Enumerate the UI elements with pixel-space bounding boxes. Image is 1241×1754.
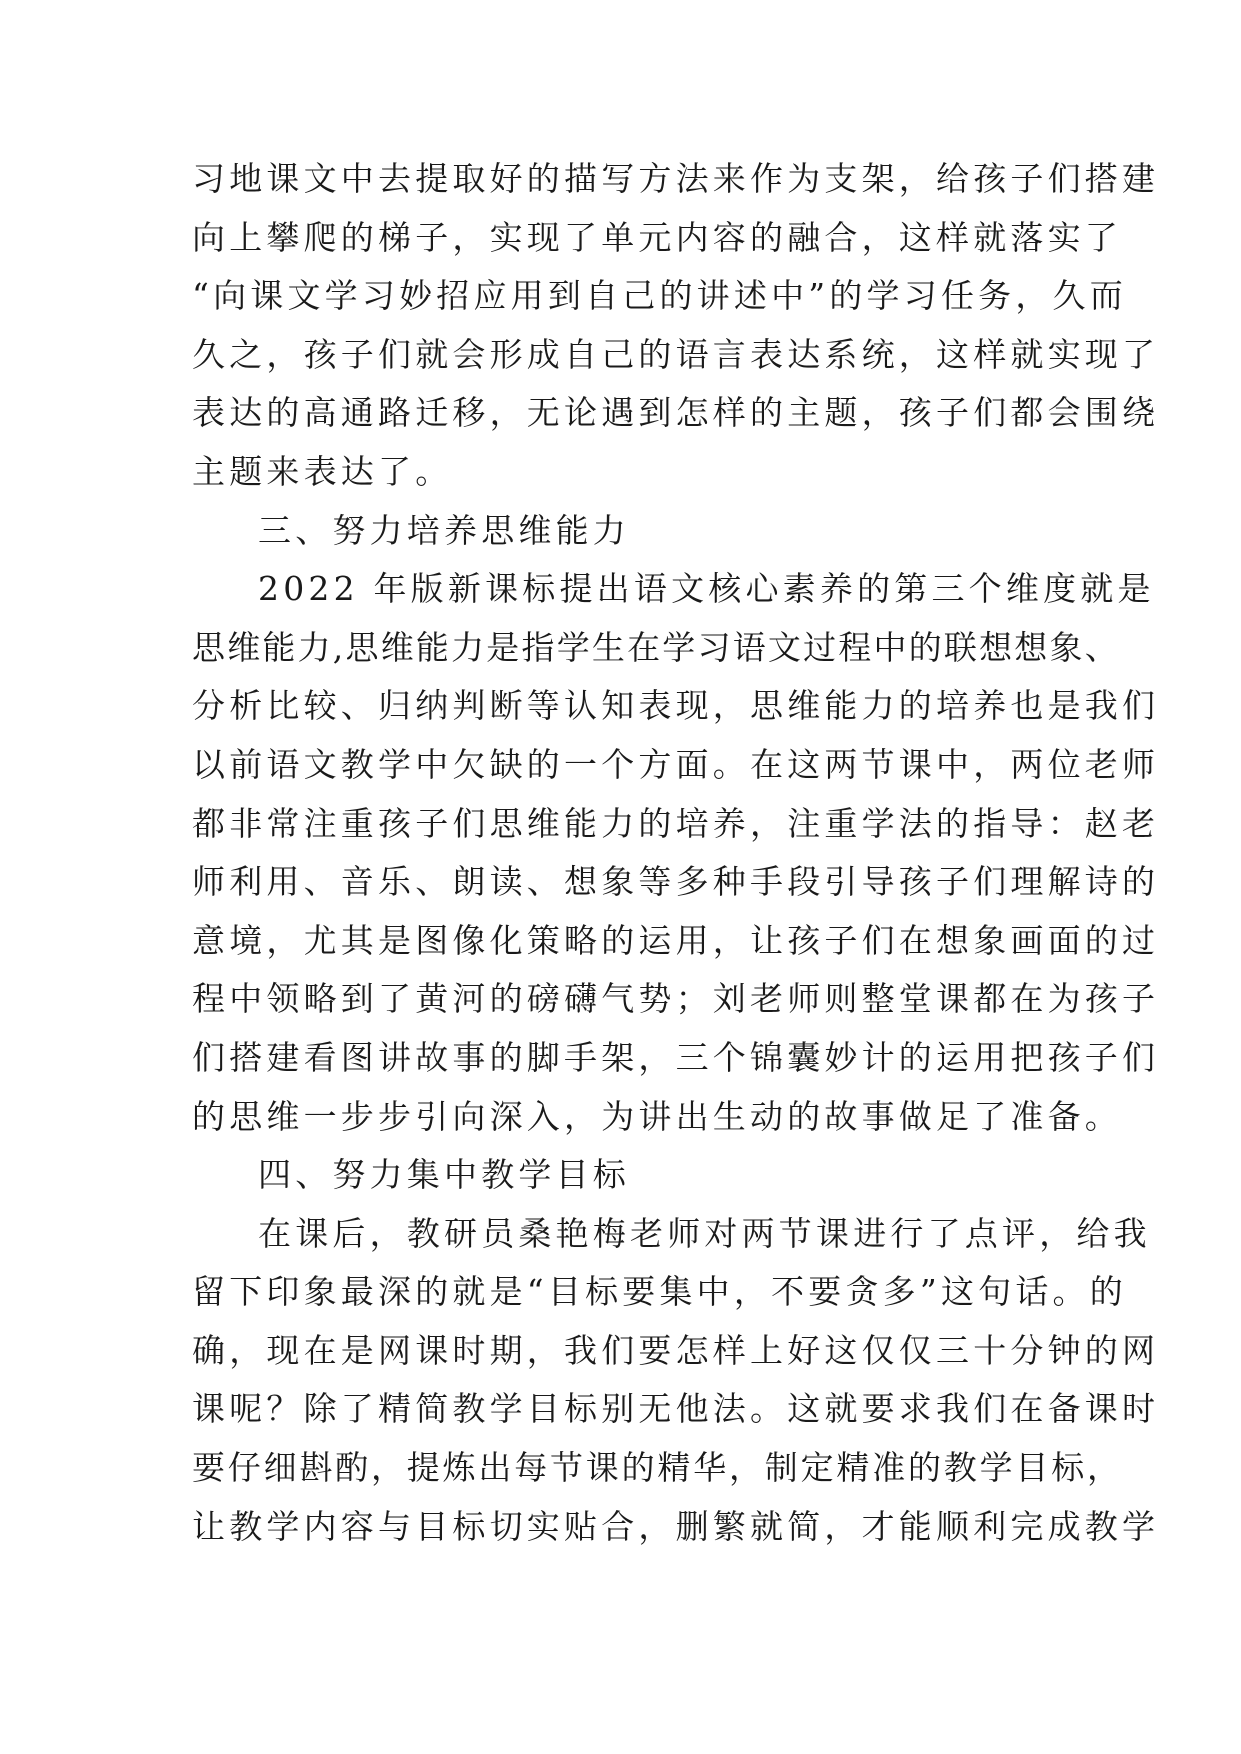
section-heading: 三、努力培养思维能力 — [258, 510, 630, 550]
body-text-line: 以前语文教学中欠缺的一个方面。在这两节课中，两位老师 — [192, 744, 1160, 784]
body-text-line: 程中领略到了黄河的磅礴气势；刘老师则整堂课都在为孩子 — [192, 979, 1160, 1019]
body-text-line: 师利用、音乐、朗读、想象等多种手段引导孩子们理解诗的 — [192, 862, 1160, 902]
body-text-line: 让教学内容与目标切实贴合，删繁就简，才能顺利完成教学 — [192, 1506, 1160, 1546]
body-text-line: 向上攀爬的梯子，实现了单元内容的融合，这样就落实了 — [192, 217, 1122, 257]
body-text-line: 2022 年版新课标提出语文核心素养的第三个维度就是 — [258, 569, 1155, 609]
section-heading: 四、努力集中教学目标 — [258, 1155, 630, 1195]
body-text-line: 的思维一步步引向深入，为讲出生动的故事做足了准备。 — [192, 1096, 1122, 1136]
body-text-line: 主题来表达了。 — [192, 451, 453, 491]
body-text-line: 们搭建看图讲故事的脚手架，三个锦囊妙计的运用把孩子们 — [192, 1037, 1160, 1077]
body-text-line: “向课文学习妙招应用到自己的讲述中”的学习任务，久而 — [192, 276, 1127, 316]
body-text-line: 思维能力,思维能力是指学生在学习语文过程中的联想想象、 — [192, 627, 1120, 667]
body-text-line: 课呢？除了精简教学目标别无他法。这就要求我们在备课时 — [192, 1389, 1160, 1429]
body-text-line: 在课后，教研员桑艳梅老师对两节课进行了点评，给我 — [258, 1213, 1151, 1253]
body-text-line: 分析比较、归纳判断等认知表现，思维能力的培养也是我们 — [192, 686, 1160, 726]
body-text-line: 意境，尤其是图像化策略的运用，让孩子们在想象画面的过 — [192, 920, 1160, 960]
document-page — [192, 150, 1160, 1556]
body-text-line: 习地课文中去提取好的描写方法来作为支架，给孩子们搭建 — [192, 159, 1160, 198]
body-text-line: 久之，孩子们就会形成自己的语言表达系统，这样就实现了 — [192, 334, 1160, 374]
body-text-line: 都非常注重孩子们思维能力的培养，注重学法的指导：赵老 — [192, 803, 1160, 843]
body-text-line: 留下印象最深的就是“目标要集中，不要贪多”这句话。的 — [192, 1272, 1127, 1312]
body-text-line: 确，现在是网课时期，我们要怎样上好这仅仅三十分钟的网 — [192, 1330, 1160, 1370]
body-text-line: 表达的高通路迁移，无论遇到怎样的主题，孩子们都会围绕 — [192, 393, 1160, 433]
body-text-line: 要仔细斟酌，提炼出每节课的精华，制定精准的教学目标， — [192, 1448, 1123, 1488]
